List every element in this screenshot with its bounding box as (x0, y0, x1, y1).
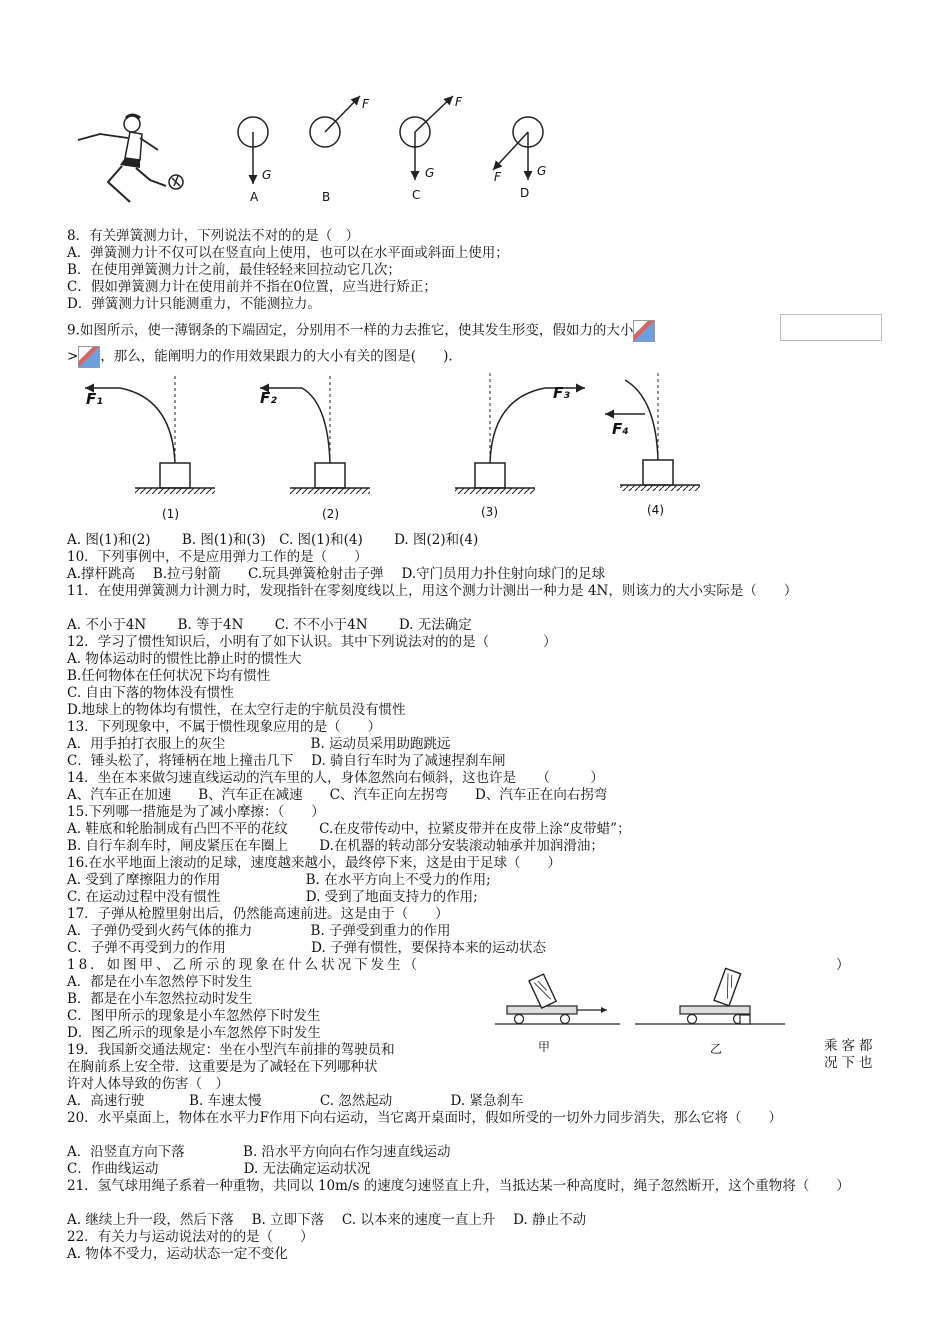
kick-ball-figure (70, 110, 190, 210)
force-diagram-options (225, 92, 565, 207)
cart-figure (495, 962, 795, 1032)
formula-image-icon (633, 320, 655, 342)
q18-option-d: D．图乙所示的现象是小车忽然停下时发生 (67, 1025, 321, 1041)
q22-stem: 22．有关力与运动说法对的的是（ ） (67, 1229, 314, 1245)
q15-options-cd: B. 自行车刹车时，闸皮紧压在车圈上 D.在机器的转动部分安装滚动轴承并加润滑油； (67, 838, 604, 854)
q10-options: A.撑杆跳高 B.拉弓射箭 C.玩具弹簧枪射击子弹 D.守门员用力扑住射向球门的足球 (67, 566, 606, 582)
force-label-f4: F₄ (612, 420, 629, 438)
q8-option-c: C．假如弹簧测力计在使用前并不指在0位置，应当进行矫正； (67, 279, 437, 295)
q19-line2: 在胸前系上安全带．这重要是为了减轻在下列哪种状 (67, 1059, 378, 1075)
q12-option-b: B.任何物体在任何状况下均有惯性 (67, 668, 271, 684)
q8-stem: 8．有关弹簧测力计，下列说法不对的的是（ ） (67, 228, 360, 244)
option-label-c: C (412, 188, 421, 202)
q19-line2-text: 系上安全带．这重要是为了减轻在下列哪种状 (107, 1059, 378, 1075)
q16-options-cd: C. 在运动过程中没有惯性 D. 受到了地面支持力的作用; (67, 889, 478, 905)
fig-label-4: (4) (647, 503, 664, 517)
q14-stem: 14．坐在本来做匀速直线运动的汽车里的人，身体忽然向右倾斜，这也许是 （ ） (67, 770, 604, 786)
q22-option-a: A. 物体不受力，运动状态一定不变化 (67, 1246, 288, 1262)
q18-option-c: C．图甲所示的现象是小车忽然停下时发生 (67, 1008, 321, 1024)
q21-options: A. 继续上升一段，然后下落 B. 立即下落 C. 以本来的速度一直上升 D. 静止不动 (67, 1212, 587, 1228)
q12-stem: 12．学习了惯性知识后，小明有了如下认识。其中下列说法对的的是（ ） (67, 634, 557, 650)
q17-options-ab: A．子弹仍受到火药气体的推力 B. 子弹受到重力的作用 (67, 923, 451, 939)
q12-option-c: C. 自由下落的物体没有惯性 (67, 685, 234, 701)
force-f-label-c: F (455, 95, 462, 109)
q16-options-ab: A. 受到了摩擦阻力的作用 B. 在水平方向上不受力的作用; (67, 872, 491, 888)
q17-stem: 17．子弹从枪膛里射出后，仍然能高速前进。这是由于（ ） (67, 906, 449, 922)
q15-options-ab: A. 鞋底和轮胎制成有凸凹不平的花纹 C.在皮带传动中，拉紧皮带并在皮带上涂“皮带蜡”； (67, 821, 631, 837)
force-label-f2: F₂ (260, 389, 277, 407)
q12-option-d: D.地球上的物体均有惯性，在太空行走的宇航员没有惯性 (67, 702, 406, 718)
fig-label-3: (3) (481, 505, 498, 519)
q13-options-cd: C．锤头松了，将锤柄在地上撞击几下 D. 骑自行车时为了减速捏刹车闸 (67, 753, 506, 769)
q9-stem-prefix: > (67, 348, 79, 365)
formula-box (780, 314, 882, 341)
q10-stem: 10．下列事例中，不是应用弹力工作的是（ ） (67, 549, 368, 565)
force-g-label-c: G (425, 166, 435, 180)
q13-stem: 13．下列现象中，不属于惯性现象应用的是（ ） (67, 719, 382, 735)
q11-stem: 11．在使用弹簧测力计测力时，发现指针在零刻度线以上，用这个测力计测出一种力是 4N，则该力的大小实际是（ ） (67, 583, 798, 599)
q9-stem-line2 (67, 346, 453, 368)
force-f-label-b: F (362, 97, 369, 111)
q15-stem: 15.下列哪一措施是为了减小摩擦：（ ） (67, 804, 325, 820)
q18-option-a: A．都是在小车忽然停下时发生 (67, 974, 253, 990)
q8-option-b: B．在使用弹簧测力计之前，最佳轻轻来回拉动它几次； (67, 262, 401, 278)
q13-options-ab: A．用手拍打衣服上的灰尘 B. 运动员采用助跑跳远 (67, 736, 451, 752)
q18-option-b: B．都是在小车忽然拉动时发生 (67, 991, 253, 1007)
q19-line3: 许对人体导致的伤害（ ） (67, 1076, 229, 1092)
q20-stem: 20．水平桌面上，物体在水平力F作用下向右运动，当它离开桌面时，假如所受的一切外力同步消失，那么它将（ ） (67, 1110, 783, 1126)
q21-stem: 21．氢气球用绳子系着一种重物，共同以 10m/s 的速度匀速竖直上升，当抵达某一种高度时，绳子忽然断开，这个重物将（ ） (67, 1178, 850, 1194)
steel-strip-figure (80, 368, 700, 528)
cart-label-jia: 甲 (538, 1040, 551, 1054)
q8-option-a: A．弹簧测力计不仅可以在竖直向上使用，也可以在水平面或斜面上使用； (67, 245, 509, 261)
force-label-f1: F₁ (86, 390, 103, 408)
option-label-d: D (520, 186, 530, 200)
option-label-a: A (250, 190, 259, 204)
q19-line2-end: 况下也 (824, 1055, 877, 1071)
force-g-label-d: G (537, 164, 547, 178)
q9-stem-b: ，那么，能阐明力的作用效果跟力的大小有关的图是( ). (100, 348, 453, 365)
q8-option-d: D．弹簧测力计只能测重力，不能测拉力。 (67, 296, 321, 312)
q18-stem-end: ） (836, 957, 850, 973)
q19-options: A．高速行驶 B. 车速太慢 C. 忽然起动 D. 紧急刹车 (67, 1093, 524, 1109)
q19-line1: 19．我国新交通法规定：坐在小型汽车前排的驾驶员和 (67, 1042, 395, 1058)
force-g-label-a: G (262, 168, 272, 182)
q20-options-cd: C．作曲线运动 D. 无法确定运动状况 (67, 1161, 371, 1177)
formula-image-icon (78, 346, 100, 368)
q9-options: A. 图(1)和(2) B. 图(1)和(3) C. 图(1)和(4) D. 图(2)和(4) (67, 532, 479, 548)
q12-option-a: A. 物体运动时的惯性比静止时的惯性大 (67, 651, 302, 667)
q17-options-cd: C．子弹不再受到力的作用 D. 子弹有惯性，要保持本来的运动状态 (67, 940, 547, 956)
force-f-label-d: F (494, 170, 501, 184)
option-label-b: B (322, 190, 331, 204)
cart-label-yi: 乙 (710, 1042, 723, 1056)
q18-stem: 18．如图甲、乙所示的现象在什么状况下发生（ (67, 957, 421, 973)
q19-line1-end: 乘客都 (824, 1038, 877, 1054)
q20-options-ab: A．沿竖直方向下落 B. 沿水平方向向右作匀速直线运动 (67, 1144, 451, 1160)
fig-label-2: (2) (322, 507, 339, 521)
q16-stem: 16.在水平地面上滚动的足球，速度越来越小，最终停下来，这是由于足球（ ） (67, 855, 561, 871)
force-label-f3: F₃ (553, 384, 570, 402)
q9-stem-a: 9.如图所示，使一薄钢条的下端固定，分别用不一样的力去推它，使其发生形变，假如力的大小 (67, 322, 634, 339)
q11-options: A. 不小于4N B. 等于4N C. 不不小于4N D. 无法确定 (67, 617, 472, 633)
q14-options: A、汽车正在加速 B、汽车正在减速 C、汽车正向左拐弯 D、汽车正在向右拐弯 (67, 787, 608, 803)
q9-stem-line1 (67, 320, 655, 342)
fig-label-1: (1) (162, 507, 179, 521)
